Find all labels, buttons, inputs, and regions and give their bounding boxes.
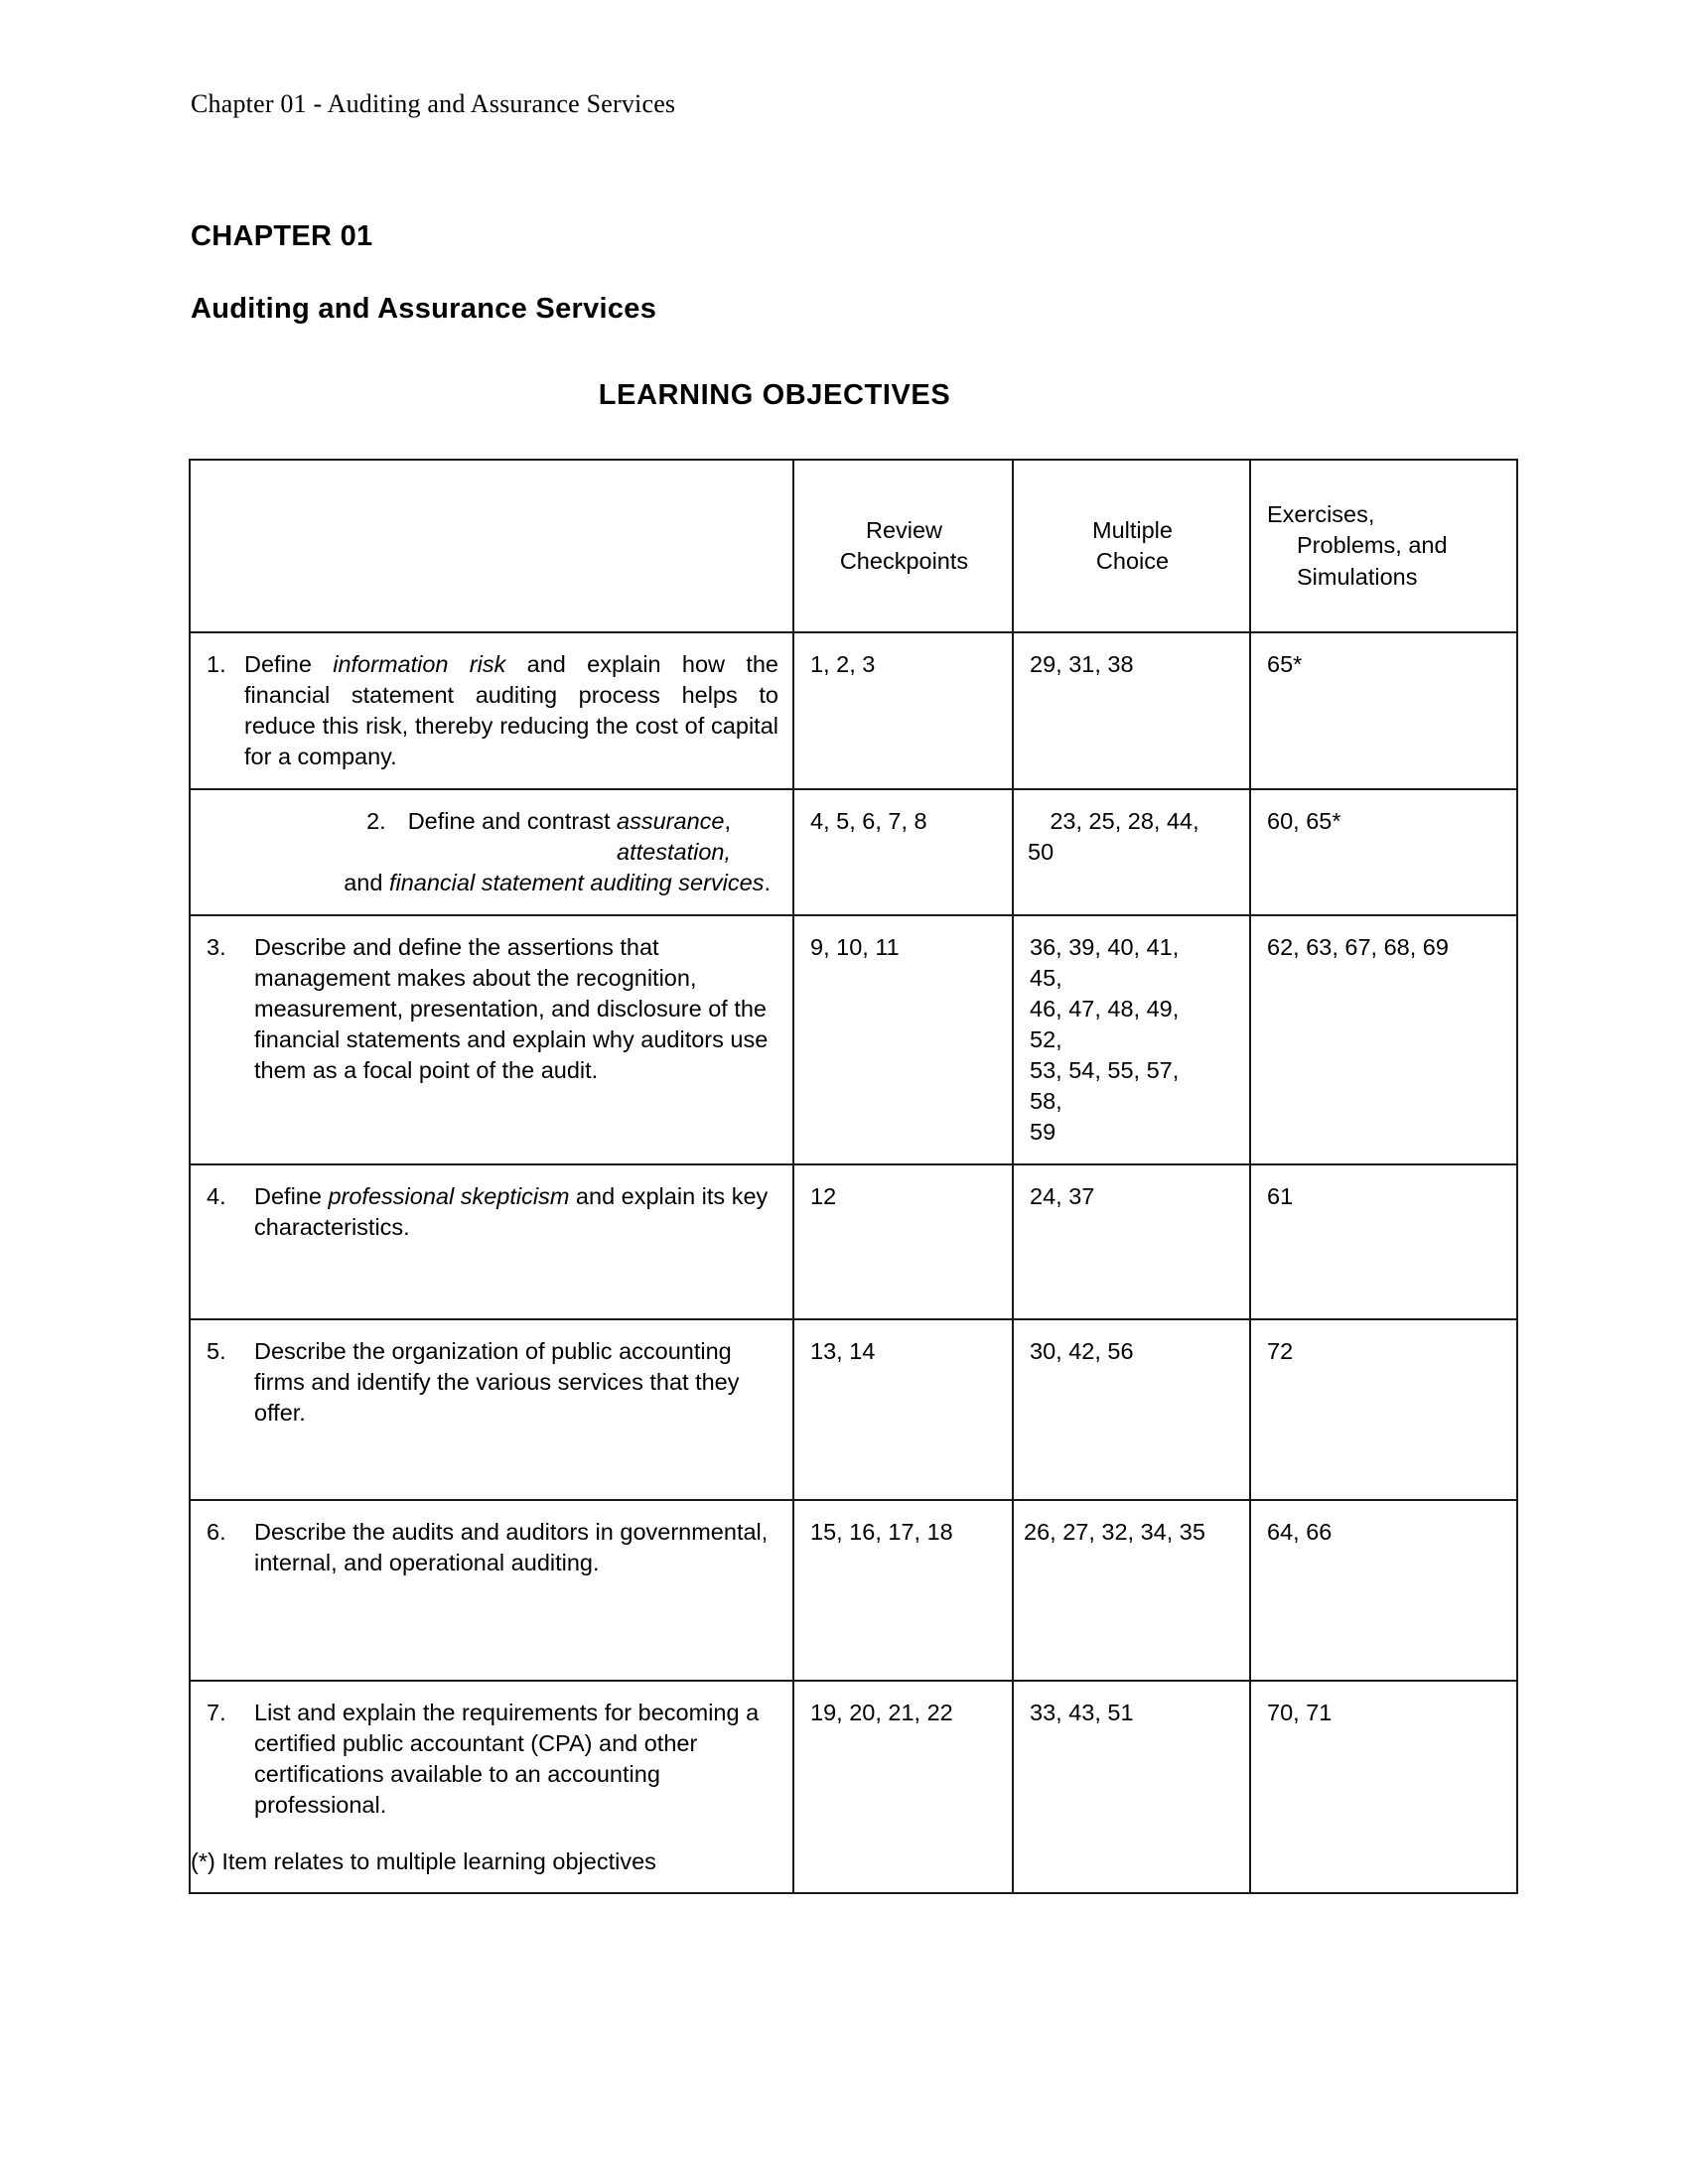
- table-row: [190, 1500, 1517, 1681]
- exercises-cell-4: 61: [1250, 1164, 1517, 1319]
- header-mc-line1: Multiple: [1092, 516, 1173, 543]
- table-header-row: [190, 460, 1517, 632]
- header-exercises-line3: Simulations: [1297, 563, 1418, 590]
- table-row: [190, 1164, 1517, 1319]
- table-row: [190, 789, 1517, 915]
- objective-text-7: List and explain the requirements for becoming a certified public accountant (CPA) and other certifications available to an accounting professional.: [254, 1700, 760, 1819]
- objective-2-line1-pre: Define and contrast: [407, 808, 618, 835]
- review-checkpoints-cell-3: 9, 10, 11: [793, 915, 1013, 1164]
- table-row: [190, 632, 1517, 789]
- objective-text-1-part1: Define: [244, 651, 334, 677]
- objective-cell-2: [190, 789, 793, 915]
- objective-description-6: [207, 1517, 778, 1578]
- table-row: [190, 915, 1517, 1164]
- header-review-line1: Review: [865, 516, 943, 543]
- objective-2-line1: [207, 806, 778, 837]
- multiple-choice-cell-1: 29, 31, 38: [1013, 632, 1250, 789]
- review-checkpoints-cell-1: 1, 2, 3: [793, 632, 1013, 789]
- objective-cell-5: [190, 1319, 793, 1500]
- multiple-choice-3-line6: 58,: [1030, 1088, 1062, 1115]
- objective-cell-3: [190, 915, 793, 1164]
- objective-2-line2-italic: attestation,: [617, 839, 731, 866]
- objective-number-2: 2.: [366, 808, 386, 835]
- learning-objectives-table: [189, 459, 1518, 1894]
- multiple-choice-3-line5: 53, 54, 55, 57,: [1030, 1057, 1180, 1084]
- objective-text-4-post: and explain its key characteristics.: [254, 1183, 769, 1241]
- exercises-cell-6: 64, 66: [1250, 1500, 1517, 1681]
- review-checkpoints-cell-6: 15, 16, 17, 18: [793, 1500, 1013, 1681]
- objective-cell-6: [190, 1500, 793, 1681]
- section-title-learning-objectives: LEARNING OBJECTIVES: [598, 379, 951, 411]
- multiple-choice-3-line3: 46, 47, 48, 49,: [1030, 996, 1180, 1023]
- objective-number-5: 5.: [207, 1338, 226, 1365]
- header-cell-review-checkpoints: [793, 460, 1013, 632]
- exercises-cell-1: 65*: [1250, 632, 1517, 789]
- objective-text-4-italic: professional skepticism: [328, 1183, 570, 1210]
- exercises-cell-2: 60, 65*: [1250, 789, 1517, 915]
- multiple-choice-cell-6: 26, 27, 32, 34, 35: [1013, 1500, 1250, 1681]
- objective-2-line3: [207, 868, 778, 898]
- objective-2-line3-italic: financial statement auditing services: [388, 870, 765, 896]
- running-head: Chapter 01 - Auditing and Assurance Services: [191, 89, 676, 118]
- objective-number-6: 6.: [207, 1519, 226, 1546]
- objective-number-7: 7.: [207, 1700, 226, 1726]
- exercises-cell-3: 62, 63, 67, 68, 69: [1250, 915, 1517, 1164]
- header-review-line2: Checkpoints: [839, 548, 969, 574]
- multiple-choice-3-line7: 59: [1030, 1119, 1056, 1146]
- objective-text-6: Describe the audits and auditors in governmental, internal, and operational auditing.: [254, 1519, 769, 1576]
- objective-description-1: [207, 649, 778, 772]
- objective-number-1: 1.: [207, 651, 226, 677]
- multiple-choice-cell-7: 33, 43, 51: [1013, 1681, 1250, 1893]
- review-checkpoints-cell-2: 4, 5, 6, 7, 8: [793, 789, 1013, 915]
- table-footnote: (*) Item relates to multiple learning objectives: [191, 1848, 656, 1874]
- objective-2-line3-post: .: [764, 870, 771, 896]
- exercises-cell-5: 72: [1250, 1319, 1517, 1500]
- objective-2-line2: [207, 837, 778, 868]
- header-mc-line2: Choice: [1095, 548, 1170, 574]
- objective-description-3: [207, 932, 778, 1086]
- chapter-number-heading: CHAPTER 01: [191, 220, 373, 252]
- header-exercises-line2: Problems, and: [1297, 532, 1448, 559]
- objective-description-4: [207, 1181, 778, 1243]
- exercises-cell-7: 70, 71: [1250, 1681, 1517, 1893]
- header-cell-objective: [190, 460, 793, 632]
- objective-cell-4: [190, 1164, 793, 1319]
- review-checkpoints-cell-5: 13, 14: [793, 1319, 1013, 1500]
- header-exercises-line1: Exercises,: [1267, 501, 1375, 528]
- header-cell-multiple-choice: [1013, 460, 1250, 632]
- objective-description-7: [207, 1698, 778, 1821]
- objective-number-4: 4.: [207, 1183, 226, 1210]
- objective-2-line3-pre: and: [344, 870, 389, 896]
- multiple-choice-2-line2: 50: [1028, 839, 1055, 866]
- objective-text-1-italic: information risk: [333, 651, 506, 677]
- chapter-title-heading: Auditing and Assurance Services: [191, 293, 657, 325]
- review-checkpoints-cell-7: 19, 20, 21, 22: [793, 1681, 1013, 1893]
- objective-text-5: Describe the organization of public accounting firms and identify the various services that they offer.: [254, 1338, 740, 1427]
- objective-text-4-pre: Define: [254, 1183, 329, 1210]
- objective-description-5: [207, 1336, 778, 1429]
- multiple-choice-3-line2: 45,: [1030, 965, 1062, 992]
- multiple-choice-2-line1: 23, 25, 28, 44,: [1050, 808, 1199, 835]
- objective-text-1-part2: and explain how the financial statement auditing process helps to reduce this risk, thereby reducing the cost of capital for a company.: [244, 651, 779, 770]
- multiple-choice-3-line4: 52,: [1030, 1026, 1062, 1053]
- table-row: [190, 1319, 1517, 1500]
- objective-2-line1-italic: assurance: [617, 808, 725, 835]
- objective-2-line1-post: ,: [724, 808, 731, 835]
- multiple-choice-cell-4: 24, 37: [1013, 1164, 1250, 1319]
- multiple-choice-cell-5: 30, 42, 56: [1013, 1319, 1250, 1500]
- multiple-choice-cell-2: [1013, 789, 1250, 915]
- multiple-choice-3-line1: 36, 39, 40, 41,: [1030, 934, 1180, 961]
- multiple-choice-cell-3: [1013, 915, 1250, 1164]
- objective-description-2: [207, 806, 778, 898]
- objective-number-3: 3.: [207, 934, 226, 961]
- objective-cell-1: [190, 632, 793, 789]
- review-checkpoints-cell-4: 12: [793, 1164, 1013, 1319]
- header-cell-exercises: [1250, 460, 1517, 632]
- objective-text-3: Describe and define the assertions that management makes about the recognition, measurement, presentation, and disclosure of the financial statements and explain why auditors use them as a focal point of the audit.: [254, 934, 769, 1084]
